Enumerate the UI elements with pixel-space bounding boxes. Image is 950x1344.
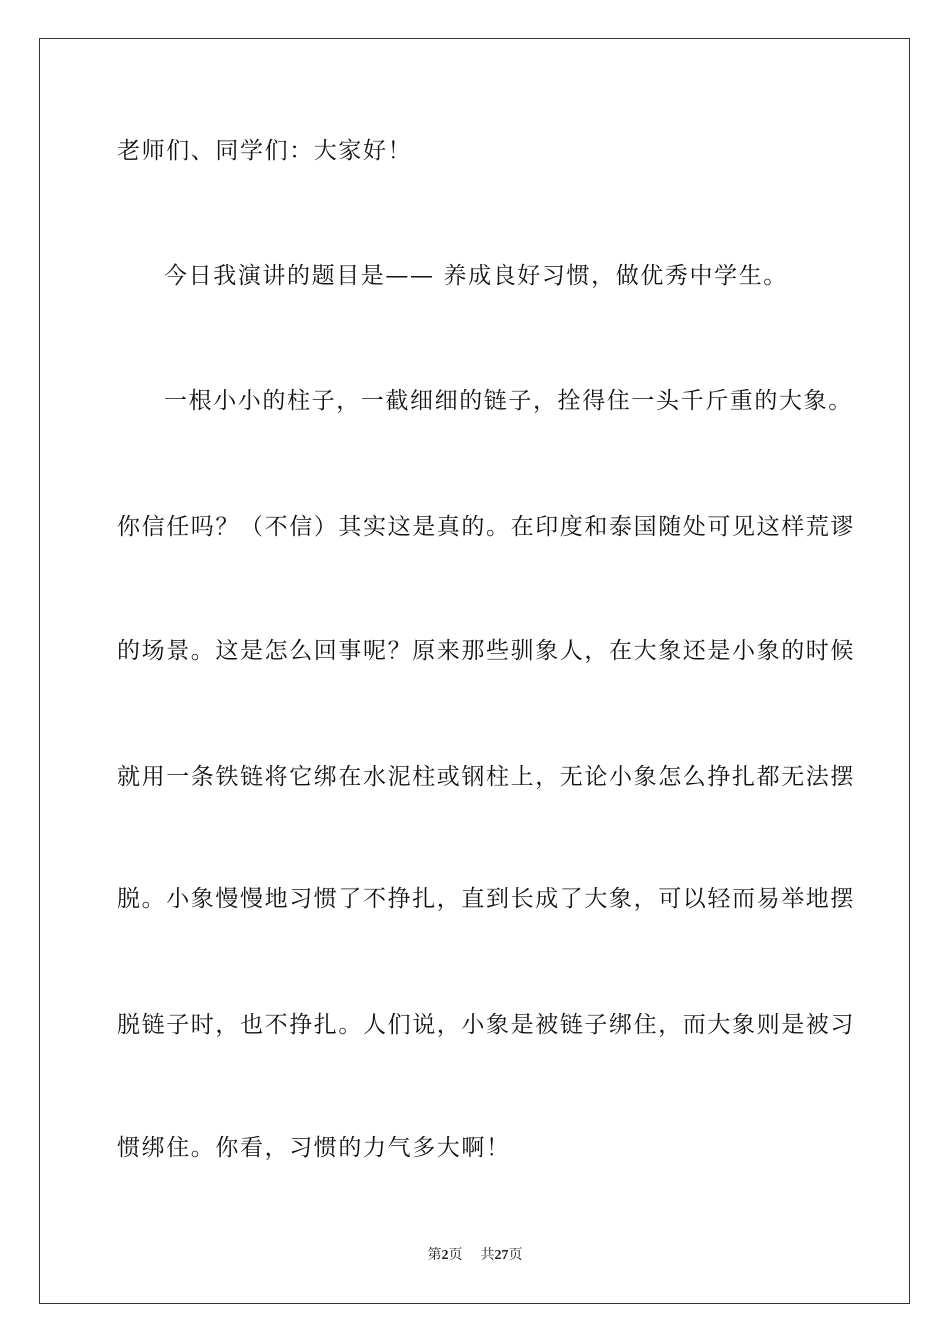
paragraph-line-2: 你信任吗？（不信）其实这是真的。在印度和泰国随处可见这样荒谬 <box>117 514 855 540</box>
greeting-line: 老师们、同学们：大家好！ <box>117 138 413 164</box>
page-footer <box>0 1246 950 1266</box>
paragraph-line-4: 就用一条铁链将它绑在水泥柱或钢柱上，无论小象怎么挣扎都无法摆 <box>117 764 855 790</box>
page-prefix: 第 <box>427 1248 442 1263</box>
paragraph-title-line: 今日我演讲的题目是—— 养成良好习惯，做优秀中学生。 <box>164 263 788 289</box>
paragraph-line-1: 一根小小的柱子，一截细细的链子，拴得住一头千斤重的大象。 <box>164 388 853 414</box>
page-number: 2 <box>441 1248 449 1263</box>
paragraph-line-6: 脱链子时，也不挣扎。人们说，小象是被链子绑住，而大象则是被习 <box>117 1012 855 1038</box>
page-border <box>39 38 910 1304</box>
paragraph-line-5: 脱。小象慢慢地习惯了不挣扎，直到长成了大象，可以轻而易举地摆 <box>117 886 855 912</box>
paragraph-line-3: 的场景。这是怎么回事呢？原来那些驯象人，在大象还是小象的时候 <box>117 638 855 664</box>
total-suffix: 页 <box>508 1248 523 1263</box>
total-prefix: 共 <box>480 1248 495 1263</box>
page-suffix: 页 <box>448 1248 463 1263</box>
paragraph-line-7: 惯绑住。你看，习惯的力气多大啊！ <box>117 1135 511 1161</box>
total-pages: 27 <box>494 1248 509 1263</box>
